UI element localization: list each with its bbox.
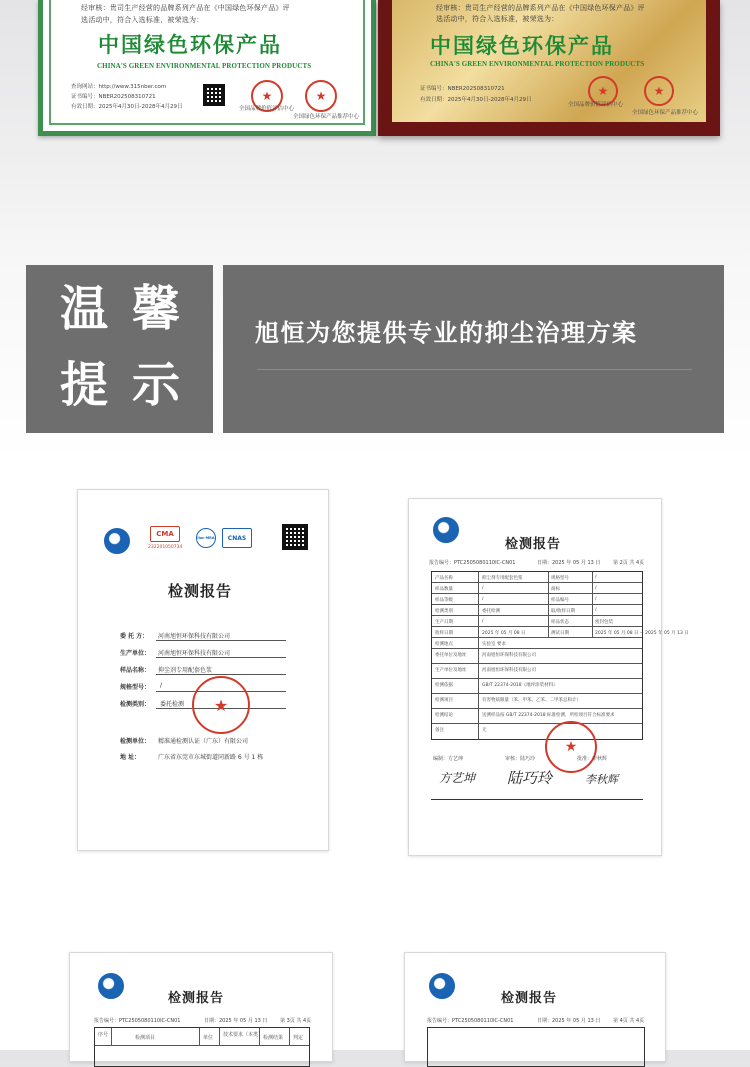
table-row: [432, 583, 642, 594]
table-row: [432, 616, 642, 627]
table-cell-label: 取/收样日期: [551, 609, 576, 614]
notice-char: 馨: [132, 281, 181, 337]
table-cell-label: 样品状态: [551, 620, 569, 625]
field-label: 样品名称：: [120, 667, 151, 674]
pts-logo-icon: [429, 973, 455, 999]
cma-badge-icon: CMA: [150, 526, 180, 542]
report-date: 日期：2025 年 05 月 13 日: [204, 1018, 268, 1024]
notice-char: 提: [60, 357, 109, 413]
table-cell-value: GB/T 22374-2018《地坪涂装材料》: [482, 683, 558, 688]
table-header: 检测结果: [263, 1035, 284, 1041]
field-value: 抑尘剂专用配套色浆: [158, 667, 213, 674]
signer-reviewer: 审核：陆巧玲: [505, 756, 536, 762]
test-report-page-2: [408, 498, 689, 856]
table-row: [432, 638, 642, 649]
test-report-cover: [77, 489, 329, 851]
cma-code: 232201050734: [148, 545, 183, 550]
cert-line-1: 经审核：贵司生产经营的品牌系列产品在《中国绿色环保产品》评: [81, 4, 290, 12]
notice-label-box: [26, 265, 213, 433]
cert-issuer-1: 全国品牌价值评估中心: [239, 106, 295, 112]
field-underline: [156, 674, 286, 675]
table-row: [432, 627, 689, 638]
report-page: 第 4页 共 4页: [613, 1018, 645, 1024]
report-data-table: [94, 1027, 310, 1067]
red-seal-icon: ★: [192, 676, 250, 734]
field-value: 河南旭恒环保科技有限公司: [158, 633, 231, 640]
cert-number: 证书编号：NBER202508310721: [71, 94, 156, 100]
table-cell-label: 测试日期: [551, 631, 569, 636]
cert-query-site: 查询网站：http://www.315nber.com: [71, 84, 167, 90]
table-cell-value: /: [595, 608, 597, 613]
table-cell-label: 样品数量: [435, 587, 453, 592]
report-title: 检测报告: [168, 582, 233, 600]
field-value: 河南旭恒环保科技有限公司: [158, 650, 231, 657]
table-cell-value: 实验室 要求: [482, 642, 506, 647]
red-seal-icon: ★: [305, 80, 337, 112]
table-cell-value: 抑尘剂专用配套色浆: [482, 576, 523, 581]
table-cell-label: 委托单位及地址: [435, 653, 467, 658]
cert-validity: 有效日期：2025年4月30日-2028年4月29日: [420, 97, 532, 103]
cert-line-1: 经审核：贵司生产经营的品牌系列产品在《中国绿色环保产品》评: [436, 4, 645, 12]
table-row: [432, 724, 642, 739]
field-underline: [156, 640, 286, 641]
signer-approver: 批准：李秋辉: [577, 756, 608, 762]
address-value: 广东省东莞市东城街道同新路 6 号 1 栋: [158, 754, 264, 761]
cert-validity: 有效日期：2025年4月30日-2028年4月29日: [71, 104, 183, 110]
cnas-badge-icon: CNAS: [222, 528, 252, 548]
table-cell-label: 规格型号: [551, 576, 569, 581]
table-cell-value: /: [595, 575, 597, 580]
table-cell-label: 商标: [551, 587, 560, 592]
cert-title: 中国绿色环保产品: [98, 32, 282, 57]
report-date: 日期：2025 年 05 月 13 日: [537, 1018, 601, 1024]
table-header: 技术要求（本类）: [223, 1032, 264, 1038]
table-cell-value: 2025 年 05 月 08 日 ~ 2025 年 05 月 13 日: [595, 631, 689, 636]
table-cell-label: 检测类别: [435, 609, 453, 614]
address-label: 地 址：: [120, 754, 141, 761]
table-cell-label: 检测地点: [435, 642, 453, 647]
cert-issuer-2: 全国绿色环保产品推荐中心: [293, 114, 360, 120]
lab-value: 精准通检测认证（广东）有限公司: [158, 738, 249, 745]
notice-message-box: [223, 265, 724, 433]
cert-issuer-1: 全国品牌价值评估中心: [568, 102, 624, 108]
red-seal-icon: ★: [545, 721, 597, 773]
field-value: 委托检测: [160, 701, 185, 708]
field-label: 生产单位：: [120, 650, 151, 657]
cert-title-en: CHINA'S GREEN ENVIRONMENTAL PROTECTION PRODUCTS: [97, 62, 312, 70]
table-cell-label: 生产单位及地址: [435, 668, 467, 673]
report-number: 报告编号：PTC2505080110IC-CN01: [427, 1018, 514, 1024]
report-data-table: [431, 571, 689, 740]
table-row: [432, 694, 642, 709]
report-page: 第 2页 共 4页: [613, 560, 645, 566]
table-cell-label: 生产日期: [435, 620, 453, 625]
table-row: [432, 664, 642, 679]
field-value: /: [160, 682, 163, 689]
signature: 陆巧玲: [507, 769, 553, 787]
table-cell-label: 产品名称: [435, 576, 453, 581]
table-cell-value: 有害物质限量（苯、甲苯、乙苯、二甲苯总和计）: [482, 698, 581, 703]
table-cell-value: /: [482, 586, 484, 591]
field-label: 委 托 方：: [120, 633, 149, 640]
test-report-page-3: [69, 952, 333, 1062]
table-row: [432, 709, 642, 724]
table-bottom-line: [431, 799, 643, 800]
qr-code-icon: [203, 84, 225, 106]
table-cell-value: 委托检测: [482, 609, 500, 614]
report-number: 报告编号：PTC2505080110IC-CN01: [94, 1018, 181, 1024]
report-page: 第 3页 共 4页: [280, 1018, 312, 1024]
table-header: 序号: [98, 1032, 109, 1038]
notice-char: 温: [60, 281, 109, 337]
table-cell-label: 备注: [435, 728, 444, 733]
signer-compiler: 编制：方艺坤: [433, 756, 464, 762]
certificate-gold: [392, 0, 706, 122]
notice-divider: [257, 369, 692, 370]
table-cell-value: 2025 年 05 月 08 日: [482, 631, 526, 636]
table-cell-value: 送测样品按 GB/T 22374-2018 标准检测，所检项目符合标准要求: [482, 713, 615, 718]
table-cell-value: /: [482, 619, 484, 624]
field-underline: [156, 657, 286, 658]
report-title: 检测报告: [168, 991, 225, 1006]
table-cell-label: 样品等级: [435, 598, 453, 603]
test-report-page-4: [404, 952, 666, 1062]
table-cell-value: 无: [482, 728, 487, 733]
table-row: [432, 649, 642, 664]
table-cell-value: /: [595, 586, 597, 591]
cert-issuer-2: 全国绿色环保产品推荐中心: [632, 110, 699, 116]
table-header: 判定: [293, 1035, 304, 1041]
table-cell-label: 收样日期: [435, 631, 453, 636]
table-cell-label: 检测依据: [435, 683, 453, 688]
table-cell-value: /: [595, 597, 597, 602]
table-cell-label: 检测项目: [435, 698, 453, 703]
report-title: 检测报告: [505, 537, 562, 552]
report-title: 检测报告: [501, 991, 558, 1006]
table-row: [432, 572, 642, 583]
cert-number: 证书编号：NBER202508310721: [420, 86, 505, 92]
cert-line-2: 选活动中，符合入选标准，被荣选为：: [436, 15, 559, 23]
table-cell-value: 河南旭恒环保科技有限公司: [482, 653, 536, 658]
table-cell-label: 检测结论: [435, 713, 453, 718]
signature: 方艺坤: [439, 771, 476, 785]
notice-message: 旭恒为您提供专业的抑尘治理方案: [255, 319, 638, 347]
cert-title: 中国绿色环保产品: [430, 33, 614, 58]
ilac-mra-badge-icon: ilac-MRA: [196, 528, 216, 548]
table-row: [432, 605, 642, 616]
certificate-green: [38, 0, 376, 136]
field-label: 规格型号：: [120, 684, 151, 691]
cert-line-2: 选活动中，符合入选标准，被荣选为：: [81, 16, 204, 24]
table-header: 检测项目: [135, 1035, 156, 1041]
table-row: [432, 679, 642, 694]
report-data-table: [427, 1027, 645, 1067]
pts-logo-icon: [98, 973, 124, 999]
report-date: 日期：2025 年 05 月 13 日: [537, 560, 601, 566]
qr-code-icon: [282, 524, 308, 550]
report-number: 报告编号：PTC2505080110IC-CN01: [429, 560, 516, 566]
lab-label: 检测单位：: [120, 738, 151, 745]
cert-title-en: CHINA'S GREEN ENVIRONMENTAL PROTECTION PRODUCTS: [430, 60, 645, 68]
signature: 李秋辉: [585, 773, 618, 786]
table-cell-label: 样品编号: [551, 598, 569, 603]
pts-logo-icon: [433, 517, 459, 543]
table-row: [432, 594, 642, 605]
pts-logo-icon: [104, 528, 130, 554]
red-seal-icon: ★: [251, 80, 283, 112]
table-header: 单位: [203, 1035, 214, 1041]
field-label: 检测类别：: [120, 701, 151, 708]
table-cell-value: /: [482, 597, 484, 602]
table-cell-value: 河南旭恒环保科技有限公司: [482, 668, 536, 673]
red-seal-icon: ★: [588, 76, 618, 106]
red-seal-icon: ★: [644, 76, 674, 106]
notice-char: 示: [132, 357, 181, 413]
table-cell-value: 密封包装: [595, 620, 613, 625]
